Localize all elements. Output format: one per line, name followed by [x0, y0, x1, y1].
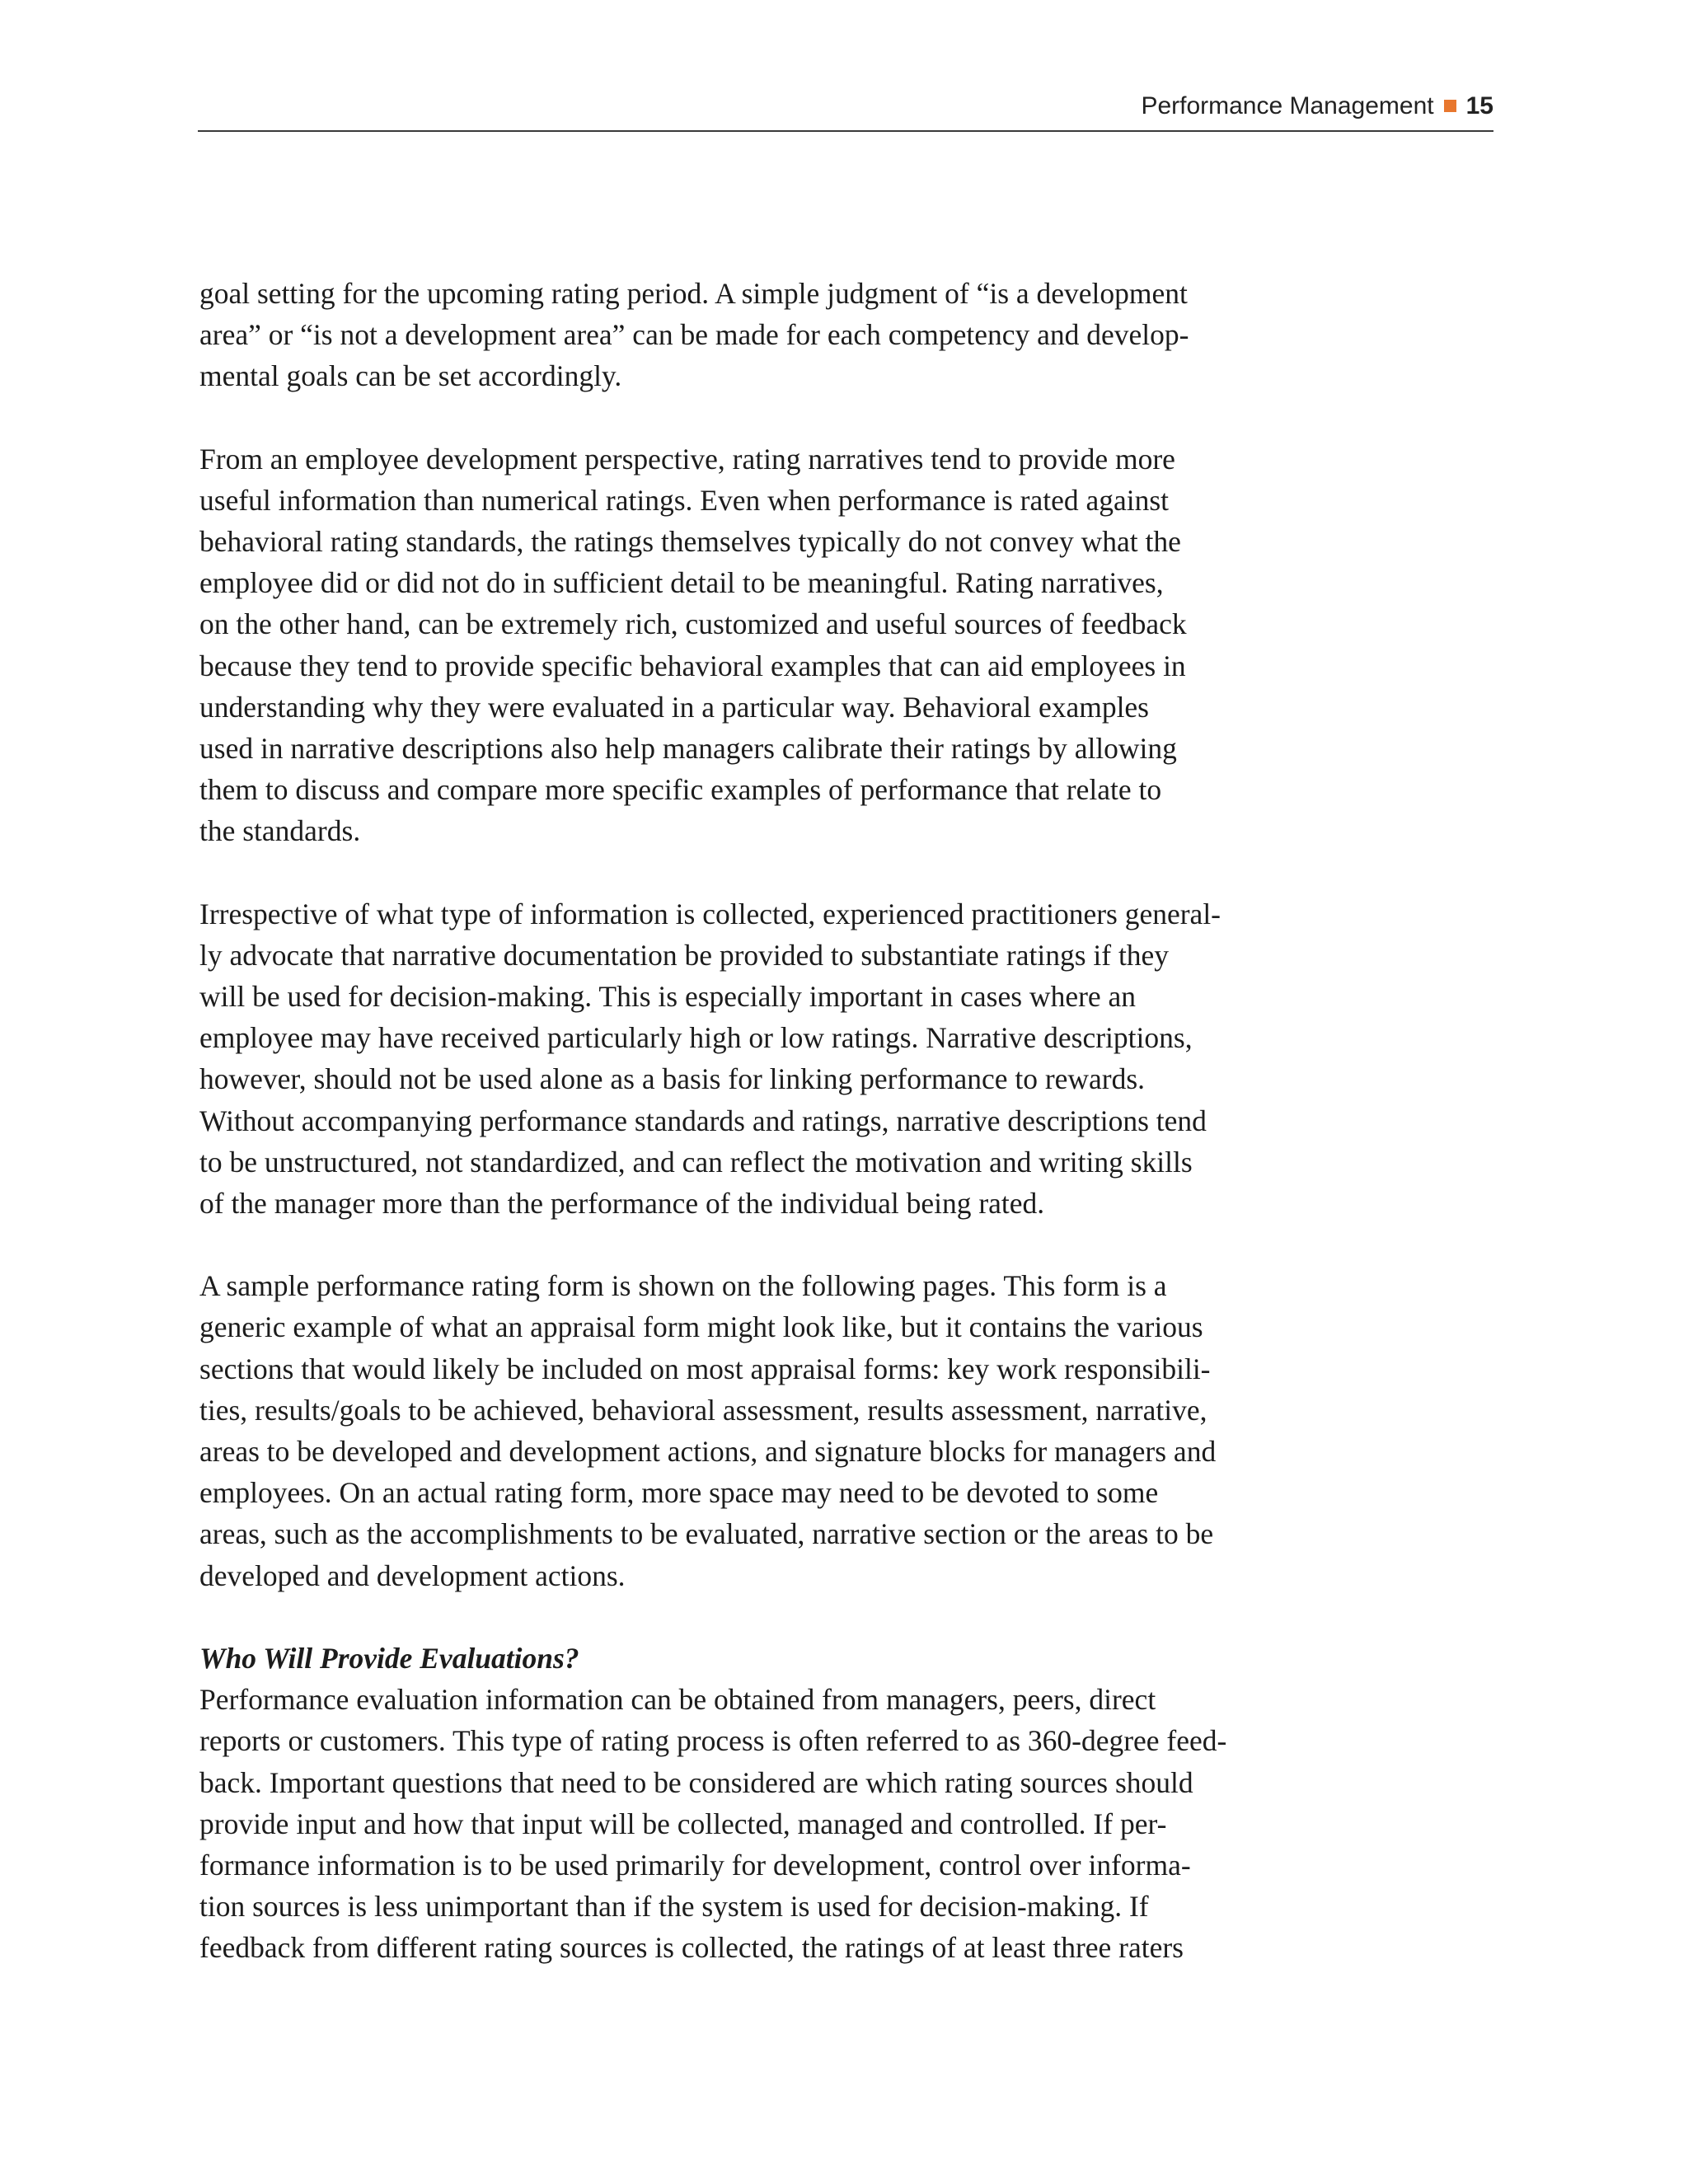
text-line: areas, such as the accomplishments to be evaluated, narrative section or the areas to be	[199, 1517, 1214, 1551]
paragraph-2	[199, 438, 1296, 852]
text-line: From an employee development perspective, rating narratives tend to provide more	[199, 442, 1175, 476]
text-line: developed and development actions.	[199, 1558, 626, 1592]
paragraph-1	[199, 273, 1296, 397]
header-title: Performance Management	[1141, 92, 1434, 120]
text-line: sections that would likely be included on most appraisal forms: key work responsibili-	[199, 1352, 1211, 1385]
text-line: the standards.	[199, 814, 361, 848]
page-number: 15	[1465, 92, 1493, 120]
orange-square-icon	[1444, 100, 1456, 112]
text-line: ties, results/goals to be achieved, behavioral assessment, results assessment, narrative,	[199, 1393, 1207, 1427]
text-line: behavioral rating standards, the ratings themselves typically do not convey what the	[199, 525, 1181, 559]
text-line: of the manager more than the performance of the individual being rated.	[199, 1187, 1045, 1221]
text-line: formance information is to be used primarily for development, control over informa-	[199, 1848, 1191, 1882]
text-line: Performance evaluation information can be obtained from managers, peers, direct	[199, 1683, 1156, 1717]
paragraph-3	[199, 893, 1296, 1225]
section-heading: Who Will Provide Evaluations?	[199, 1641, 579, 1675]
text-line: Irrespective of what type of information is collected, experienced practitioners general-	[199, 897, 1221, 930]
body-text	[199, 273, 1296, 1969]
text-line: area” or “is not a development area” can be made for each competency and develop-	[199, 318, 1189, 352]
text-line: A sample performance rating form is shown on the following pages. This form is a	[199, 1269, 1167, 1303]
text-line: ly advocate that narrative documentation be provided to substantiate ratings if they	[199, 938, 1170, 972]
text-line: employee may have received particularly high or low ratings. Narrative descriptions,	[199, 1021, 1193, 1055]
text-line: them to discuss and compare more specific examples of performance that relate to	[199, 773, 1162, 807]
text-line: employees. On an actual rating form, more space may need to be devoted to some	[199, 1476, 1159, 1510]
text-line: useful information than numerical ratings. Even when performance is rated against	[199, 483, 1170, 517]
text-line: on the other hand, can be extremely rich, customized and useful sources of feedback	[199, 607, 1187, 641]
paragraph-4	[199, 1265, 1296, 1596]
text-line: generic example of what an appraisal form might look like, but it contains the various	[199, 1310, 1203, 1344]
running-header	[198, 89, 1493, 132]
text-line: provide input and how that input will be collected, managed and controlled. If per-	[199, 1807, 1167, 1840]
text-line: to be unstructured, not standardized, and can reflect the motivation and writing skills	[199, 1145, 1193, 1179]
text-line: feedback from different rating sources is collected, the ratings of at least three raters	[199, 1931, 1184, 1965]
text-line: goal setting for the upcoming rating period. A simple judgment of “is a development	[199, 277, 1188, 310]
section-who-will-provide-evaluations	[199, 1638, 1296, 1969]
text-line: however, should not be used alone as a basis for linking performance to rewards.	[199, 1062, 1146, 1096]
header-group	[1141, 92, 1493, 120]
text-line: Without accompanying performance standards and ratings, narrative descriptions tend	[199, 1104, 1207, 1137]
text-line: used in narrative descriptions also help managers calibrate their ratings by allowing	[199, 732, 1177, 766]
text-line: will be used for decision-making. This is especially important in cases where an	[199, 980, 1137, 1014]
text-line: understanding why they were evaluated in a particular way. Behavioral examples	[199, 690, 1149, 724]
text-line: because they tend to provide specific behavioral examples that can aid employees in	[199, 649, 1186, 682]
text-line: back. Important questions that need to be considered are which rating sources should	[199, 1765, 1193, 1799]
text-line: mental goals can be set accordingly.	[199, 359, 622, 393]
text-line: reports or customers. This type of rating process is often referred to as 360-degree feed-	[199, 1724, 1227, 1758]
text-line: employee did or did not do in sufficient detail to be meaningful. Rating narratives,	[199, 566, 1164, 600]
text-line: areas to be developed and development actions, and signature blocks for managers and	[199, 1435, 1217, 1469]
text-line: tion sources is less unimportant than if the system is used for decision-making. If	[199, 1890, 1149, 1924]
